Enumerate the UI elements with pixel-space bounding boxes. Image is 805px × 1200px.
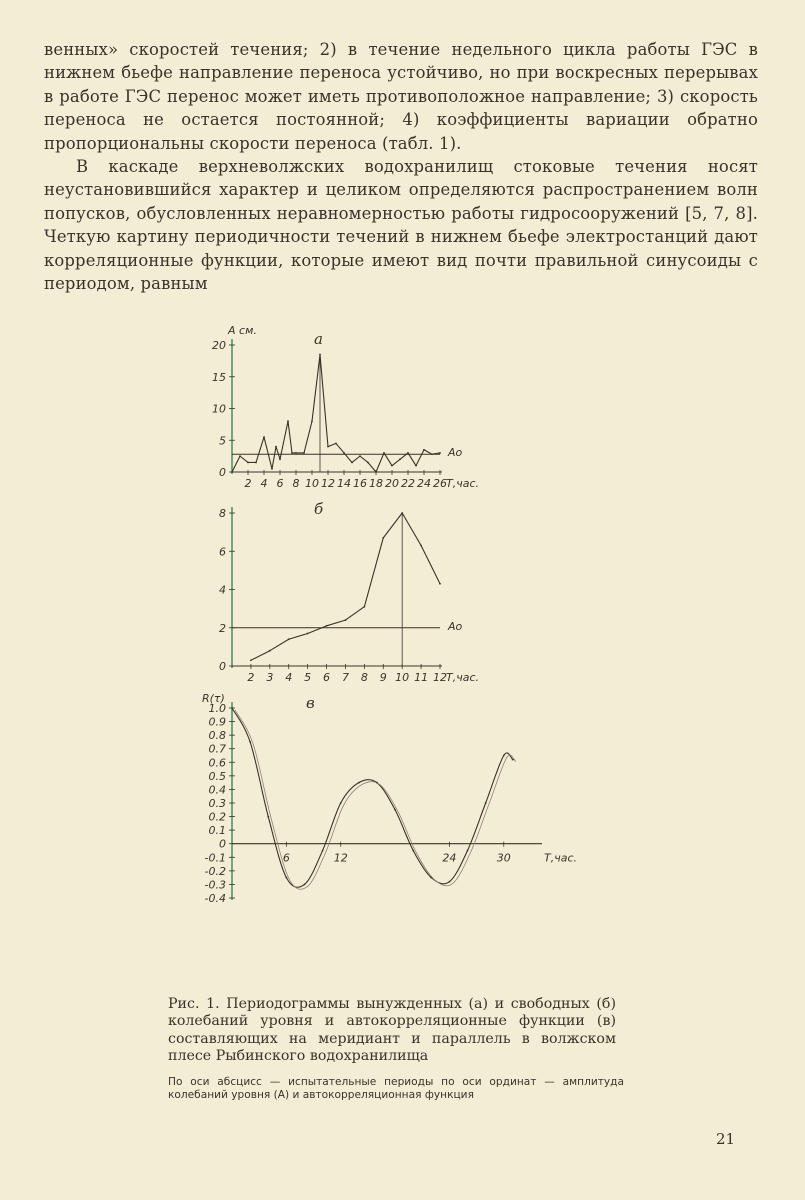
panel-2-series-line <box>251 513 440 660</box>
panel-3-ylabel: R(τ) <box>202 692 225 705</box>
panel-3-data-point <box>503 755 505 757</box>
panel-1-data-point <box>291 452 293 454</box>
panel-1-data-point <box>247 462 249 464</box>
panel-1-data-point <box>327 446 329 448</box>
figure-svg <box>0 310 805 1010</box>
panel-1-data-point <box>263 436 265 438</box>
panel-1-data-point <box>343 452 345 454</box>
panel-3-y-tick-label: -0.2 <box>204 864 226 878</box>
panel-1-data-point <box>335 443 337 445</box>
panel-1-data-point <box>319 354 321 356</box>
panel-2-x-tick-label: 6 <box>323 671 331 684</box>
panel-3-x-tick-label: 24 <box>442 851 457 865</box>
panel-1-xlabel: Т,час. <box>446 477 479 490</box>
panel-3-data-point <box>376 782 378 784</box>
panel-3-y-tick-label: 0.6 <box>208 756 226 770</box>
panel-3-y-tick-label: 0.8 <box>208 729 226 743</box>
panel-3-data-point <box>394 809 396 811</box>
panel-3-y-tick-label: -0.3 <box>204 878 226 892</box>
panel-1-data-point <box>407 452 409 454</box>
panel-2-data-point <box>401 512 403 514</box>
panel-3-x-tick-label: 30 <box>496 851 511 865</box>
panel-1-data-point <box>279 458 281 460</box>
panel-3-data-point <box>249 741 251 743</box>
panel-1-data-point <box>295 452 297 454</box>
panel-3-y-tick-label: 0 <box>219 837 226 851</box>
panel-3-y-tick-label: 0.2 <box>208 810 226 824</box>
panel-3-y-tick-label: -0.4 <box>204 892 226 905</box>
panel-3-y-tick-label: 0.1 <box>208 824 226 838</box>
panel-1-data-point <box>351 462 353 464</box>
panel-3-data-point <box>467 850 469 852</box>
body-text <box>44 38 758 295</box>
panel-3-label: в <box>306 694 315 712</box>
panel-2-y-tick-label: 6 <box>219 545 226 559</box>
panel-3-xlabel: Т,час. <box>544 851 577 865</box>
figure-1 <box>0 310 805 1010</box>
panel-3-y-tick-label: 0.5 <box>208 769 226 783</box>
panel-2-data-point <box>288 638 290 640</box>
panel-1-x-tick-label: 10 <box>305 477 319 490</box>
panel-1-data-point <box>439 452 441 454</box>
panel-3-series-line-shadow <box>235 710 516 889</box>
panel-1-data-point <box>231 471 233 473</box>
panel-3-data-point <box>285 877 287 879</box>
panel-1-data-point <box>431 453 433 455</box>
panel-1-data-point <box>271 468 273 470</box>
panel-1-y-tick-label: 10 <box>212 402 226 416</box>
panel-1-data-point <box>303 452 305 454</box>
panel-1-data-point <box>375 471 377 473</box>
panel-3-data-point <box>485 802 487 804</box>
panel-3-data-point <box>430 877 432 879</box>
panel-3-data-point <box>322 850 324 852</box>
panel-1-reference-label: Ао <box>448 446 463 460</box>
panel-3-data-point <box>449 881 451 883</box>
panel-1-data-point <box>255 462 257 464</box>
panel-1-data-point <box>415 465 417 467</box>
panel-1-ylabel: А см. <box>228 324 257 337</box>
panel-1-data-point <box>359 455 361 457</box>
panel-1-label: а <box>314 330 323 348</box>
panel-2-data-point <box>363 606 365 608</box>
panel-1-x-tick-label: 12 <box>321 477 335 490</box>
panel-3-x-tick-label: 6 <box>282 851 290 865</box>
panel-2-x-tick-label: 4 <box>285 671 293 684</box>
panel-1-y-tick-label: 0 <box>219 466 226 479</box>
panel-2-x-tick-label: 10 <box>395 671 410 684</box>
panel-1-x-tick-label: 14 <box>337 477 351 490</box>
panel-2-data-point <box>250 659 252 661</box>
panel-1-y-tick-label: 20 <box>212 339 226 352</box>
panel-1-data-point <box>287 420 289 422</box>
panel-2-x-tick-label: 9 <box>379 671 387 684</box>
panel-2-x-tick-label: 12 <box>433 671 447 684</box>
panel-2-x-tick-label: 7 <box>341 671 349 684</box>
panel-3-x-tick-label: 12 <box>333 851 348 865</box>
panel-3-y-tick-label: 0.3 <box>208 797 226 810</box>
panel-1-x-tick-label: 2 <box>244 477 252 490</box>
panel-2-y-tick-label: 0 <box>219 660 226 673</box>
panel-2-xlabel: Т,час. <box>446 671 479 684</box>
panel-1-data-point <box>367 462 369 464</box>
panel-2-y-tick-label: 8 <box>219 507 226 520</box>
panel-1-x-tick-label: 26 <box>433 477 447 490</box>
panel-2-data-point <box>269 650 271 652</box>
panel-3-y-tick-label: 0.4 <box>208 783 226 797</box>
panel-3-y-tick-label: -0.1 <box>204 851 226 865</box>
panel-1-y-tick-label: 5 <box>219 434 226 448</box>
panel-3-y-tick-label: 0.9 <box>208 715 226 729</box>
panel-2-data-point <box>439 583 441 585</box>
panel-1-data-point <box>391 465 393 467</box>
panel-3-y-tick-label: 0.7 <box>208 742 226 756</box>
panel-2-data-point <box>420 545 422 547</box>
panel-2-data-point <box>326 625 328 627</box>
panel-3-data-point <box>358 782 360 784</box>
panel-1-y-tick-label: 15 <box>212 370 226 384</box>
panel-1-data-point <box>383 452 385 454</box>
panel-3-data-point <box>231 707 233 709</box>
panel-2-x-tick-label: 11 <box>414 671 429 684</box>
panel-2-data-point <box>307 633 309 635</box>
panel-3-series-line <box>232 708 513 887</box>
panel-3-y-tick-label: 1.0 <box>208 702 226 715</box>
panel-1-data-point <box>275 446 277 448</box>
panel-3-data-point <box>512 759 514 761</box>
page-number: 21 <box>716 1130 736 1148</box>
panel-1-x-tick-label: 22 <box>401 477 415 490</box>
panel-1-x-tick-label: 6 <box>276 477 284 490</box>
panel-1-data-point <box>399 458 401 460</box>
panel-1-data-point <box>311 420 313 422</box>
panel-1-data-point <box>239 455 241 457</box>
panel-1-x-tick-label: 8 <box>292 477 300 490</box>
panel-1-x-tick-label: 20 <box>385 477 399 490</box>
panel-3-data-point <box>412 850 414 852</box>
panel-2-data-point <box>345 619 347 621</box>
panel-1-x-tick-label: 16 <box>353 477 367 490</box>
panel-2-y-tick-label: 4 <box>219 583 226 597</box>
panel-2-y-tick-label: 2 <box>219 621 226 635</box>
panel-2-x-tick-label: 2 <box>247 671 255 684</box>
paragraph-1: венных» скоростей течения; 2) в течение недельного цикла работы ГЭС в нижнем бьефе направление переноса устойчиво, но при воскресных перерывах в работе ГЭС перенос может иметь противоположное направление; 3) скорость переноса не остается постоянной; 4) коэффициенты вариации обратно пропорциональны скорости переноса (табл. 1). <box>44 40 758 153</box>
panel-2-x-tick-label: 5 <box>304 671 312 684</box>
figure-caption: Рис. 1. Периодограммы вынужденных (а) и свободных (б) колебаний уровня и автокорреляционные функции (в) составляющих на меридиант и параллель в волжском плесе Рыбинского водохранилища <box>168 996 616 1065</box>
panel-1-x-tick-label: 24 <box>417 477 431 490</box>
figure-caption-note: По оси абсцисс — испытательные периоды по оси ординат — амплитуда колебаний уровня (А) и автокорреляционная функция <box>168 1076 624 1101</box>
panel-2-label: б <box>314 500 324 518</box>
panel-2-reference-label: Ао <box>448 619 463 633</box>
panel-1-x-tick-label: 18 <box>369 477 383 490</box>
panel-3-data-point <box>267 816 269 818</box>
panel-2-x-tick-label: 8 <box>360 671 368 684</box>
panel-1-data-point <box>423 449 425 451</box>
panel-2-x-tick-label: 3 <box>266 671 274 684</box>
paragraph-2: В каскаде верхневолжских водохранилищ стоковые течения носят неустановившийся характер и целиком определяются распространением волн попусков, обусловленных неравномерностью работы гидросооружений [5, 7, 8]. Четкую картину периодичности течений в нижнем бьефе электростанций дают корреляционные функции, которые имеют вид почти правильной синусоиды с периодом, равным <box>44 157 758 294</box>
panel-3-data-point <box>340 802 342 804</box>
panel-2-data-point <box>382 537 384 539</box>
panel-3-data-point <box>304 884 306 886</box>
panel-1-x-tick-label: 4 <box>260 477 268 490</box>
